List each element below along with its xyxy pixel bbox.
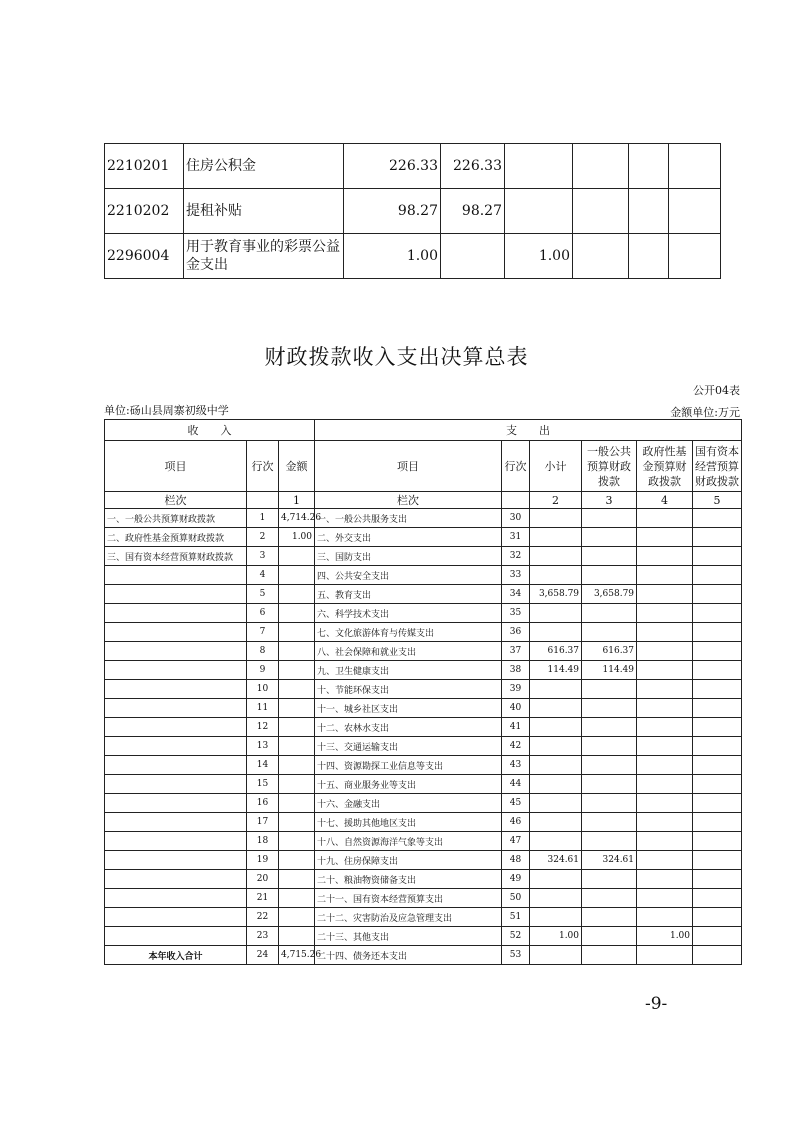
income-row-no: 14 [247,756,279,775]
expense-state [693,908,742,927]
expense-item: 二十二、灾害防治及应急管理支出 [315,908,502,927]
col-header-amount: 金额 [279,441,315,492]
income-item: 二、政府性基金预算财政拨款 [105,528,247,547]
header-row-sections [105,420,742,441]
expense-general [582,832,637,851]
expense-state [693,661,742,680]
income-amount [279,547,315,566]
expense-fund [637,889,693,908]
expense-state [693,642,742,661]
income-amount [279,756,315,775]
expense-fund [637,794,693,813]
table-row [105,718,742,737]
expense-row-no: 30 [502,509,530,528]
expense-fund [637,908,693,927]
expense-subtotal [530,889,582,908]
expense-general [582,870,637,889]
col-header-item: 项目 [105,441,247,492]
expense-general [582,794,637,813]
amount-total: 98.27 [344,189,441,234]
income-item [105,699,247,718]
income-item [105,889,247,908]
expense-subtotal [530,509,582,528]
expense-subtotal: 616.37 [530,642,582,661]
expense-item: 五、教育支出 [315,585,502,604]
expense-subtotal [530,946,582,965]
expense-subtotal: 1.00 [530,927,582,946]
amount-unit: 金额单位:万元 [670,406,740,419]
expense-row-no: 43 [502,756,530,775]
expense-row-no: 36 [502,623,530,642]
expense-fund [637,661,693,680]
expense-header: 支 出 [315,420,742,441]
amount-col-6 [669,189,721,234]
expense-row-no: 49 [502,870,530,889]
table-row [105,642,742,661]
expense-item: 十二、农林水支出 [315,718,502,737]
income-row-no: 5 [247,585,279,604]
income-amount [279,661,315,680]
table-row [105,794,742,813]
expense-state [693,870,742,889]
expense-general [582,908,637,927]
expense-row-no: 38 [502,661,530,680]
account-code: 2210202 [105,189,184,234]
expense-fund [637,870,693,889]
amount-col-3: 1.00 [505,234,573,279]
expense-state [693,832,742,851]
expense-general [582,927,637,946]
income-amount [279,566,315,585]
table-row [105,927,742,946]
expense-general: 114.49 [582,661,637,680]
expense-subtotal [530,718,582,737]
table-row [105,680,742,699]
income-header: 收 入 [105,420,315,441]
income-item [105,813,247,832]
income-item [105,680,247,699]
expense-general [582,756,637,775]
expense-fund [637,585,693,604]
expense-state [693,566,742,585]
table-row [105,528,742,547]
amount-col-2: 98.27 [441,189,505,234]
expense-fund [637,623,693,642]
income-row-no: 19 [247,851,279,870]
income-item [105,585,247,604]
expense-general [582,718,637,737]
expense-row-no: 51 [502,908,530,927]
income-row-no: 23 [247,927,279,946]
col-no-3: 3 [582,492,637,509]
expense-row-no: 52 [502,927,530,946]
expense-subtotal [530,908,582,927]
table-row [105,813,742,832]
expense-general: 324.61 [582,851,637,870]
col-header-fund: 政府性基金预算财政拨款 [637,441,693,492]
amount-col-5 [629,189,669,234]
table-row [105,234,721,279]
amount-total: 1.00 [344,234,441,279]
amount-col-3 [505,189,573,234]
account-name: 提租补贴 [184,189,344,234]
table-row [105,144,721,189]
expense-fund [637,699,693,718]
income-item [105,737,247,756]
expense-state [693,547,742,566]
expense-row-no: 35 [502,604,530,623]
expense-general [582,813,637,832]
expense-state [693,699,742,718]
table-row [105,908,742,927]
income-row-no: 15 [247,775,279,794]
income-amount [279,737,315,756]
expense-fund: 1.00 [637,927,693,946]
col-no-label-expense: 栏次 [315,492,502,509]
expense-subtotal [530,813,582,832]
expense-fund [637,756,693,775]
expense-row-no: 31 [502,528,530,547]
income-item [105,623,247,642]
expense-item: 二、外交支出 [315,528,502,547]
table-row [105,566,742,585]
income-row-no: 16 [247,794,279,813]
expense-subtotal [530,528,582,547]
budget-detail-table [104,143,721,279]
amount-col-6 [669,234,721,279]
col-no-1: 1 [279,492,315,509]
expense-row-no: 50 [502,889,530,908]
amount-col-4 [573,189,629,234]
income-row-no: 3 [247,547,279,566]
income-row-no: 12 [247,718,279,737]
expense-fund [637,946,693,965]
table-row [105,585,742,604]
expense-row-no: 37 [502,642,530,661]
expense-subtotal [530,775,582,794]
fiscal-summary-table [104,419,742,965]
expense-row-no: 53 [502,946,530,965]
header-row-columns [105,441,742,492]
expense-subtotal [530,680,582,699]
expense-general [582,946,637,965]
income-amount [279,718,315,737]
expense-state [693,528,742,547]
expense-state [693,737,742,756]
table-row [105,699,742,718]
income-row-no: 10 [247,680,279,699]
income-item [105,642,247,661]
expense-state [693,813,742,832]
income-item [105,794,247,813]
expense-item: 十九、住房保障支出 [315,851,502,870]
col-header-state: 国有资本经营预算财政拨款 [693,441,742,492]
expense-state [693,889,742,908]
amount-col-5 [629,144,669,189]
expense-item: 二十、粮油物资储备支出 [315,870,502,889]
col-header-subtotal: 小计 [530,441,582,492]
income-item [105,832,247,851]
expense-item: 十一、城乡社区支出 [315,699,502,718]
expense-general [582,775,637,794]
expense-item: 六、科学技术支出 [315,604,502,623]
expense-state [693,794,742,813]
amount-col-5 [629,234,669,279]
income-item [105,927,247,946]
reporting-unit: 单位:砀山县周寨初级中学 [104,404,229,417]
amount-col-2: 226.33 [441,144,505,189]
table-row [105,889,742,908]
income-row-no: 1 [247,509,279,528]
income-amount [279,604,315,623]
expense-item: 十四、资源勘探工业信息等支出 [315,756,502,775]
expense-row-no: 48 [502,851,530,870]
expense-item: 十三、交通运输支出 [315,737,502,756]
table-row [105,775,742,794]
income-row-no: 22 [247,908,279,927]
expense-row-no: 46 [502,813,530,832]
expense-item: 十六、金融支出 [315,794,502,813]
amount-col-4 [573,144,629,189]
income-row-no: 18 [247,832,279,851]
expense-subtotal [530,566,582,585]
income-item: 三、国有资本经营预算财政拨款 [105,547,247,566]
expense-subtotal: 114.49 [530,661,582,680]
expense-item: 三、国防支出 [315,547,502,566]
income-amount [279,870,315,889]
income-amount [279,908,315,927]
income-amount: 1.00 [279,528,315,547]
col-no-4: 4 [637,492,693,509]
income-amount: 4,714.26 [279,509,315,528]
col-no-label: 栏次 [105,492,247,509]
amount-col-3 [505,144,573,189]
table-row [105,623,742,642]
expense-fund [637,604,693,623]
income-amount [279,585,315,604]
col-no-2: 2 [530,492,582,509]
table-row [105,756,742,775]
table-row [105,851,742,870]
income-amount [279,832,315,851]
expense-general [582,699,637,718]
expense-general [582,680,637,699]
expense-general [582,547,637,566]
expense-fund [637,851,693,870]
expense-row-no: 42 [502,737,530,756]
expense-item: 十、节能环保支出 [315,680,502,699]
col-header-item-expense: 项目 [315,441,502,492]
expense-subtotal [530,794,582,813]
income-row-no: 13 [247,737,279,756]
income-row-no: 21 [247,889,279,908]
amount-col-2 [441,234,505,279]
table-row [105,604,742,623]
account-code: 2296004 [105,234,184,279]
table-row [105,870,742,889]
income-row-no: 7 [247,623,279,642]
income-amount [279,927,315,946]
income-amount [279,813,315,832]
table-row [105,661,742,680]
expense-state [693,585,742,604]
income-item [105,604,247,623]
income-amount [279,623,315,642]
income-row-no: 24 [247,946,279,965]
expense-state [693,927,742,946]
page-number: -9- [645,994,668,1014]
income-item: 本年收入合计 [105,946,247,965]
table-row [105,189,721,234]
header-row-column-numbers [105,492,742,509]
expense-state [693,718,742,737]
income-row-no: 2 [247,528,279,547]
income-row-no: 6 [247,604,279,623]
income-amount [279,699,315,718]
expense-row-no: 44 [502,775,530,794]
account-code: 2210201 [105,144,184,189]
expense-fund [637,680,693,699]
expense-subtotal [530,870,582,889]
expense-item: 十五、商业服务业等支出 [315,775,502,794]
income-item [105,851,247,870]
expense-row-no: 32 [502,547,530,566]
expense-general [582,566,637,585]
account-name: 用于教育事业的彩票公益金支出 [184,234,344,279]
income-item [105,908,247,927]
amount-col-4 [573,234,629,279]
income-amount [279,642,315,661]
expense-state [693,946,742,965]
expense-subtotal [530,547,582,566]
report-title: 财政拨款收入支出决算总表 [264,345,529,369]
expense-item: 二十一、国有资本经营预算支出 [315,889,502,908]
income-item [105,718,247,737]
table-row [105,547,742,566]
expense-general: 3,658.79 [582,585,637,604]
expense-fund [637,832,693,851]
expense-row-no: 34 [502,585,530,604]
table-row [105,946,742,965]
expense-fund [637,509,693,528]
expense-state [693,775,742,794]
income-row-no: 20 [247,870,279,889]
expense-item: 十七、援助其他地区支出 [315,813,502,832]
expense-item: 四、公共安全支出 [315,566,502,585]
expense-subtotal [530,699,582,718]
income-item [105,566,247,585]
col-header-row-no-expense: 行次 [502,441,530,492]
expense-row-no: 47 [502,832,530,851]
expense-subtotal [530,737,582,756]
expense-fund [637,547,693,566]
expense-state [693,623,742,642]
amount-total: 226.33 [344,144,441,189]
expense-general [582,737,637,756]
expense-fund [637,813,693,832]
income-amount [279,851,315,870]
expense-subtotal: 3,658.79 [530,585,582,604]
expense-item: 一、一般公共服务支出 [315,509,502,528]
expense-fund [637,775,693,794]
expense-row-no: 33 [502,566,530,585]
amount-col-6 [669,144,721,189]
income-item [105,756,247,775]
income-amount: 4,715.26 [279,946,315,965]
expense-subtotal [530,604,582,623]
expense-row-no: 40 [502,699,530,718]
expense-fund [637,528,693,547]
expense-state [693,756,742,775]
expense-fund [637,642,693,661]
income-item [105,870,247,889]
expense-item: 九、卫生健康支出 [315,661,502,680]
col-no-blank-expense [502,492,530,509]
income-amount [279,775,315,794]
expense-row-no: 39 [502,680,530,699]
expense-fund [637,718,693,737]
expense-general [582,623,637,642]
expense-state [693,604,742,623]
col-no-5: 5 [693,492,742,509]
table-row [105,737,742,756]
form-number: 公开04表 [693,384,740,397]
table-row [105,509,742,528]
income-row-no: 4 [247,566,279,585]
expense-subtotal: 324.61 [530,851,582,870]
account-name: 住房公积金 [184,144,344,189]
expense-subtotal [530,756,582,775]
expense-item: 二十四、债务还本支出 [315,946,502,965]
expense-row-no: 45 [502,794,530,813]
expense-general [582,604,637,623]
income-item: 一、一般公共预算财政拨款 [105,509,247,528]
income-amount [279,680,315,699]
expense-row-no: 41 [502,718,530,737]
expense-state [693,509,742,528]
expense-subtotal [530,623,582,642]
income-amount [279,794,315,813]
expense-item: 八、社会保障和就业支出 [315,642,502,661]
expense-fund [637,737,693,756]
income-row-no: 9 [247,661,279,680]
expense-general [582,509,637,528]
expense-general [582,528,637,547]
expense-general [582,889,637,908]
col-no-blank [247,492,279,509]
income-item [105,775,247,794]
expense-item: 十八、自然资源海洋气象等支出 [315,832,502,851]
expense-state [693,851,742,870]
income-amount [279,889,315,908]
expense-fund [637,566,693,585]
expense-general: 616.37 [582,642,637,661]
income-row-no: 17 [247,813,279,832]
col-header-row-no: 行次 [247,441,279,492]
expense-state [693,680,742,699]
expense-subtotal [530,832,582,851]
col-header-general: 一般公共预算财政拨款 [582,441,637,492]
income-row-no: 8 [247,642,279,661]
expense-item: 七、文化旅游体育与传媒支出 [315,623,502,642]
expense-item: 二十三、其他支出 [315,927,502,946]
table-row [105,832,742,851]
income-row-no: 11 [247,699,279,718]
income-item [105,661,247,680]
